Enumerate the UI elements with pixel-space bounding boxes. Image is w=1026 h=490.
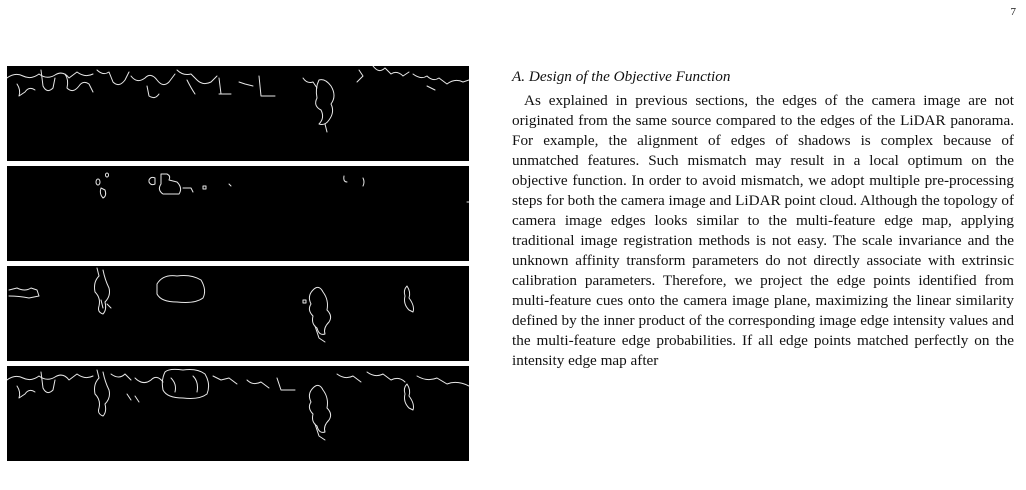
figure-panel-sparse-edge-points xyxy=(7,166,469,261)
body-paragraph: As explained in previous sections, the edges of the camera image are not originated from the same source compared to the edges of the LiDAR panorama. For example, the alignment of edges of shadows is complex because of unmatched features. Such mismatch may result in a local optimum on the objective function. In order to avoid mismatch, we adopt multiple pre-processing steps for both the camera image and LiDAR point cloud. Although the topology of camera image edges looks similar to the multi-feature edge map, applying traditional image registration methods is not easy. The scale invariance and the unknown affinity transform parameters do not directly associate with extrinsic calibration parameters. Therefore, we project the edge points identified from multi-feature cues onto the camera image plane, maximizing the linear similarity defined by the inner product of the corresponding image edge intensity values and the multi-feature edge probabilities. If all edge points matched perfectly on the intensity edge map after xyxy=(512,92,1014,369)
figure-panel-combined-edge-map xyxy=(7,366,469,461)
page-number: 7 xyxy=(1010,6,1016,18)
figure-panel-filtered-object-edges xyxy=(7,266,469,361)
edge-map-figure xyxy=(7,66,469,464)
figure-panel-lidar-edge-map xyxy=(7,66,469,161)
section-heading: A. Design of the Objective Function xyxy=(512,68,731,85)
text-column xyxy=(512,67,1014,487)
